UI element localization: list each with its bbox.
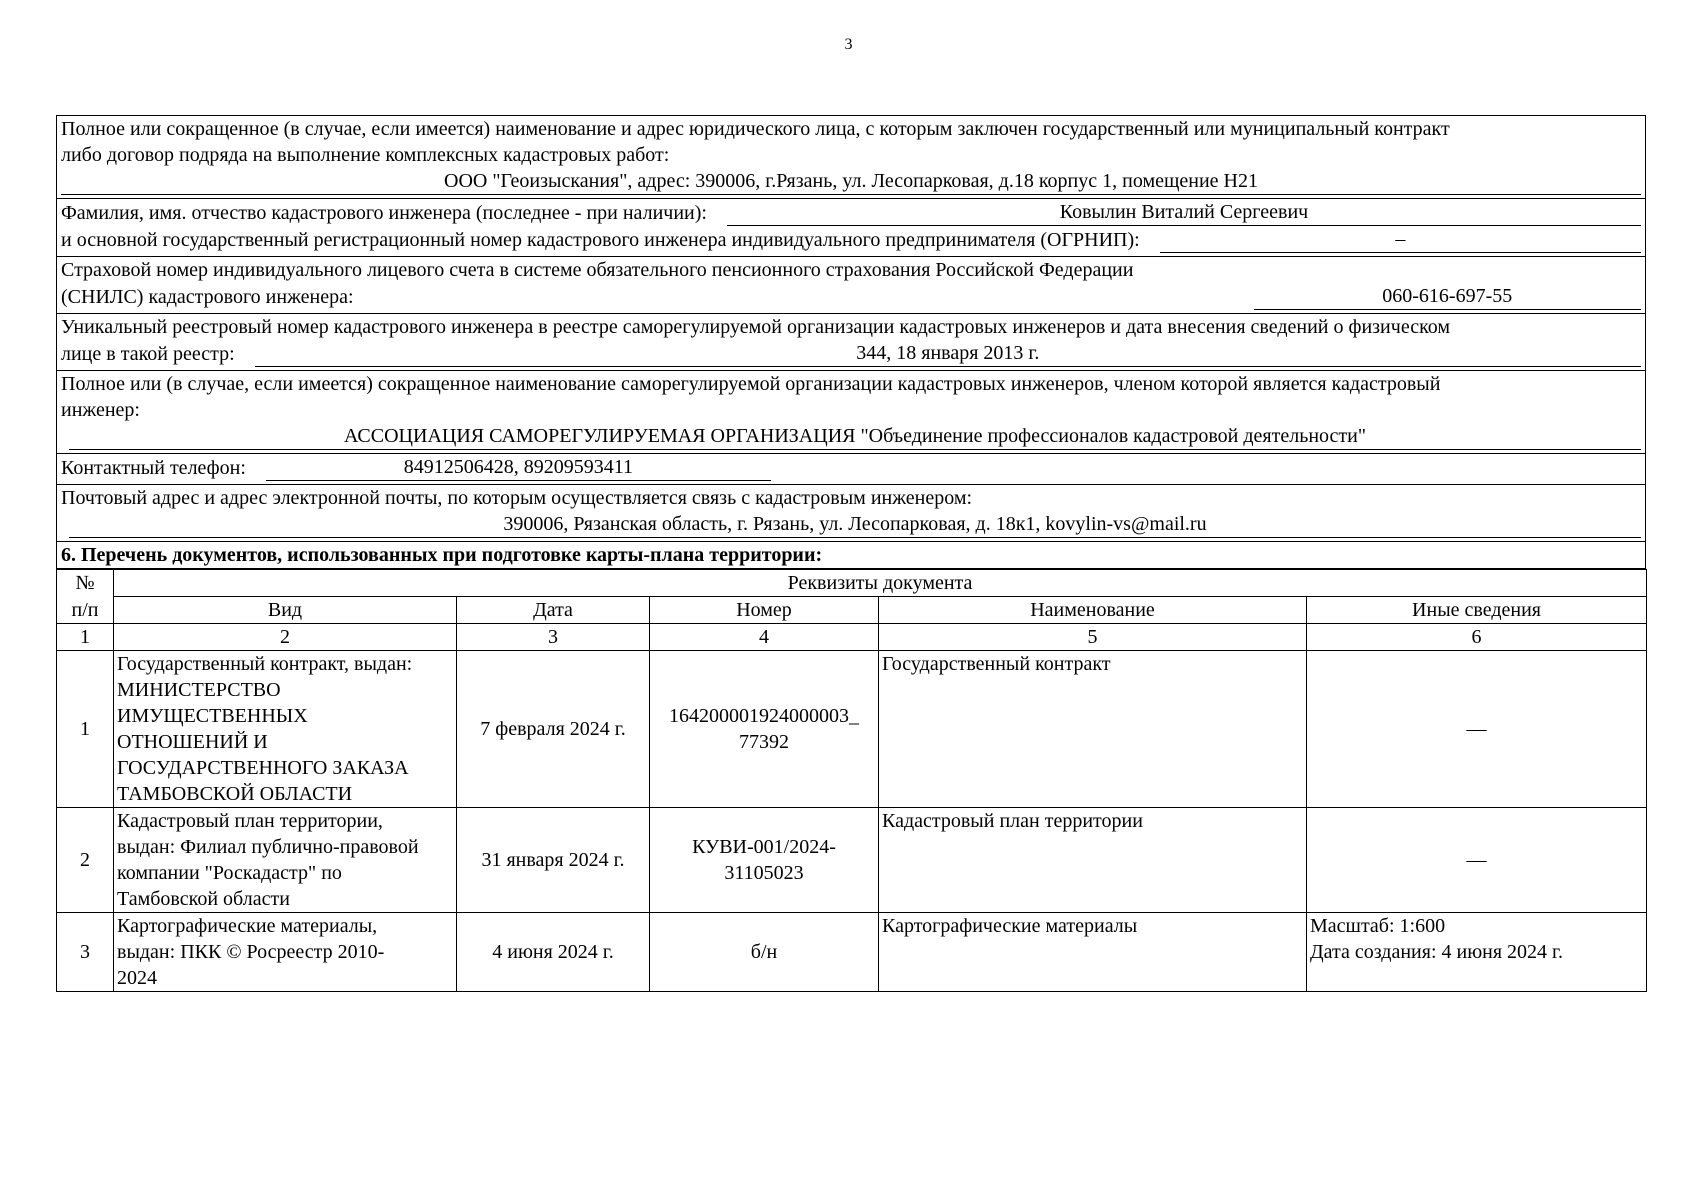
table-header-row-2 — [57, 597, 1647, 624]
engineer-name-value: Ковылин Виталий Сергеевич — [727, 199, 1641, 226]
column-number: 2 — [114, 624, 457, 651]
snils-label-cont: (СНИЛС) кадастрового инженера: — [61, 286, 354, 308]
table-row — [57, 913, 1647, 992]
engineer-section — [56, 199, 1646, 257]
table-row — [57, 651, 1647, 808]
phone-section — [56, 454, 1646, 485]
section6-title: 6. Перечень документов, использованных при подготовке карты-плана территории: — [56, 542, 1646, 569]
column-number: 1 — [57, 624, 114, 651]
sro-section — [56, 371, 1646, 454]
sro-label: Полное или (в случае, если имеется) сокращенное наименование саморегулируемой организации кадастровых инженеров, членом которой является кадастровый — [61, 373, 1441, 395]
engineer-ogrnip-value: – — [1160, 226, 1641, 253]
engineer-name-row — [61, 199, 1641, 226]
snils-section — [56, 257, 1646, 314]
column-number: 5 — [879, 624, 1307, 651]
row-number: 3 — [57, 913, 114, 992]
col-num-header-top: № — [57, 570, 114, 597]
sro-label-cont: инженер: — [61, 399, 140, 421]
snils-row — [61, 283, 1641, 310]
row-date: 4 июня 2024 г. — [457, 913, 650, 992]
registry-section — [56, 314, 1646, 371]
phone-row — [61, 454, 1641, 481]
row-number: 2 — [57, 808, 114, 913]
col-header-kind: Вид — [114, 597, 457, 624]
col-header-name: Наименование — [879, 597, 1307, 624]
column-number: 3 — [457, 624, 650, 651]
col-num-header-bottom: п/п — [57, 597, 114, 624]
column-number: 6 — [1307, 624, 1647, 651]
postal-value: 390006, Рязанская область, г. Рязань, ул. Лесопарковая, д. 18к1, kovylin-vs@mail.ru — [69, 511, 1641, 538]
column-number: 4 — [650, 624, 879, 651]
col-header-other: Иные сведения — [1307, 597, 1647, 624]
row-other: — — [1307, 808, 1647, 913]
contractor-label: Полное или сокращенное (в случае, если имеется) наименование и адрес юридического лица, с которым заключен государственный или муниципальный контракт — [61, 118, 1450, 140]
page-number: 3 — [844, 36, 853, 53]
row-name: Кадастровый план территории — [879, 808, 1307, 913]
row-doc-number: б/н — [650, 913, 879, 992]
engineer-ogrnip-label: и основной государственный регистрационный номер кадастрового инженера индивидуального предпринимателя (ОГРНИП): — [61, 229, 1140, 251]
sro-value: АССОЦИАЦИЯ САМОРЕГУЛИРУЕМАЯ ОРГАНИЗАЦИЯ "Объединение профессионалов кадастровой деятельности" — [69, 423, 1641, 450]
row-doc-number: КУВИ-001/2024- 31105023 — [650, 808, 879, 913]
row-kind: Государственный контракт, выдан: МИНИСТЕРСТВО ИМУЩЕСТВЕННЫХ ОТНОШЕНИЙ И ГОСУДАРСТВЕННОГО ЗАКАЗА ТАМБОВСКОЙ ОБЛАСТИ — [114, 651, 457, 808]
snils-value: 060-616-697-55 — [1254, 283, 1641, 310]
registry-value: 344, 18 января 2013 г. — [255, 340, 1641, 367]
phone-label: Контактный телефон: — [61, 457, 246, 479]
contractor-value: ООО "Геоизыскания", адрес: 390006, г.Рязань, ул. Лесопарковая, д.18 корпус 1, помещение Н21 — [61, 168, 1641, 195]
snils-label: Страховой номер индивидуального лицевого счета в системе обязательного пенсионного страхования Российской Федерации — [61, 259, 1134, 281]
row-date: 7 февраля 2024 г. — [457, 651, 650, 808]
engineer-name-label: Фамилия, имя. отчество кадастрового инженера (последнее - при наличии): — [61, 202, 707, 224]
column-numbers-row — [57, 624, 1647, 651]
documents-table — [56, 569, 1647, 992]
col-header-number: Номер — [650, 597, 879, 624]
registry-label-cont: лице в такой реестр: — [61, 343, 235, 365]
document-form — [56, 115, 1646, 992]
row-kind: Картографические материалы, выдан: ПКК © Росреестр 2010- 2024 — [114, 913, 457, 992]
row-other: — — [1307, 651, 1647, 808]
phone-value: 84912506428, 89209593411 — [266, 454, 771, 481]
col-header-date: Дата — [457, 597, 650, 624]
registry-row — [61, 340, 1641, 367]
row-name: Государственный контракт — [879, 651, 1307, 808]
group-header: Реквизиты документа — [114, 570, 1647, 597]
row-date: 31 января 2024 г. — [457, 808, 650, 913]
contractor-label-cont: либо договор подряда на выполнение комплексных кадастровых работ: — [61, 144, 670, 166]
row-name: Картографические материалы — [879, 913, 1307, 992]
row-kind: Кадастровый план территории, выдан: Филиал публично-правовой компании "Роскадастр" по Тамбовской области — [114, 808, 457, 913]
registry-label: Уникальный реестровый номер кадастрового инженера в реестре саморегулируемой организации кадастровых инженеров и дата внесения сведений о физическом — [61, 316, 1451, 338]
postal-section — [56, 485, 1646, 542]
row-number: 1 — [57, 651, 114, 808]
row-doc-number: 164200001924000003_ 77392 — [650, 651, 879, 808]
postal-label: Почтовый адрес и адрес электронной почты, по которым осуществляется связь с кадастровым инженером: — [61, 487, 973, 509]
table-header-row-1 — [57, 570, 1647, 597]
engineer-ogrnip-row — [61, 226, 1641, 253]
contractor-section — [56, 115, 1646, 199]
table-row — [57, 808, 1647, 913]
row-other: Масштаб: 1:600 Дата создания: 4 июня 2024 г. — [1307, 913, 1647, 992]
